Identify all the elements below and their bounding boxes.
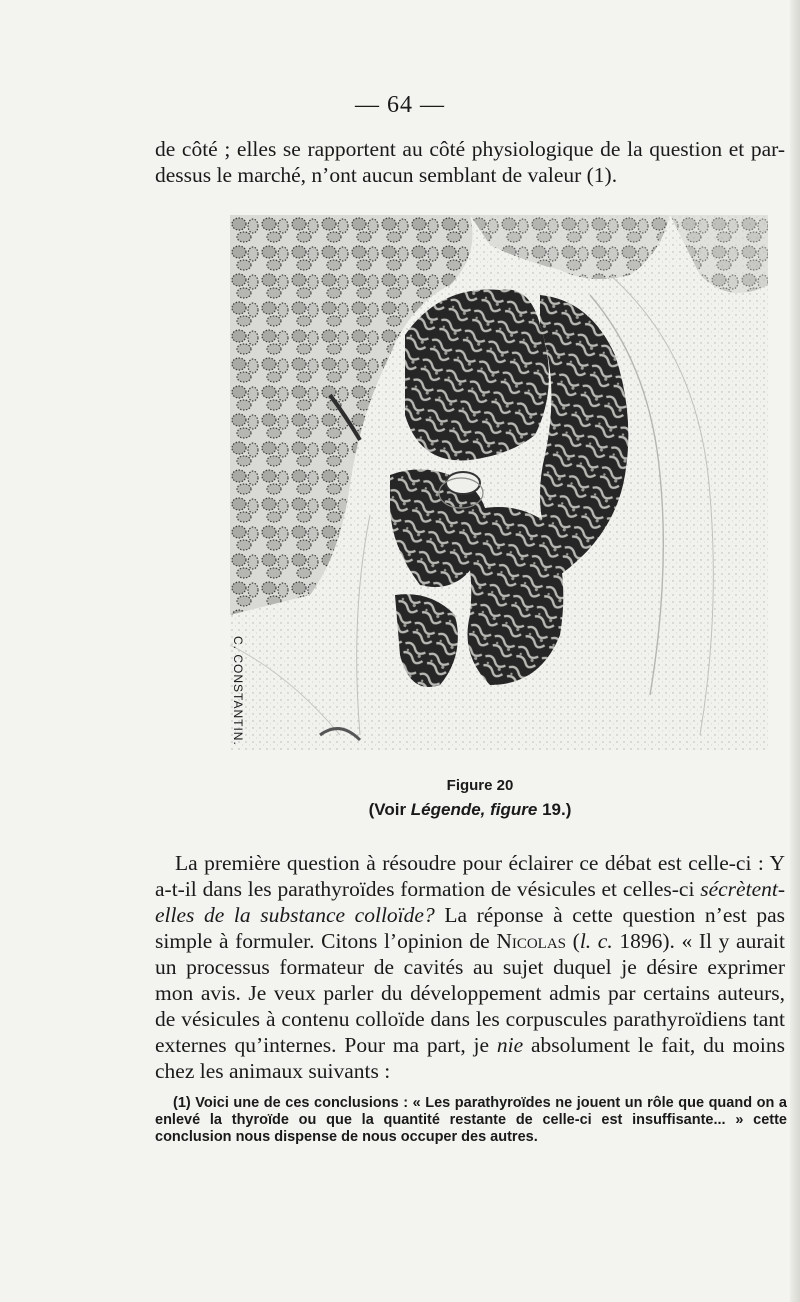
- main-text-4: absolument le fait, du moins chez les animaux suivants :: [155, 1033, 786, 1083]
- micrograph-illustration: [230, 215, 768, 750]
- main-italic-nie: nie: [496, 1033, 524, 1057]
- citation-ref: l. c.: [579, 929, 613, 953]
- histology-micrograph: [230, 215, 768, 750]
- caption-ref-open: (Voir: [368, 800, 411, 819]
- caption-ref-close: 19.): [537, 800, 572, 819]
- page-edge: [790, 0, 800, 1302]
- footnote: [155, 1095, 787, 1146]
- illustrator-credit: [229, 636, 247, 756]
- main-text-3: 1896). « Il y aurait un processus formateur de cavités au sujet duquel je désire exprimer mon avis. Je veux parler du développement admis par certains auteurs, de vésicules à contenu colloïde dans les corpuscules parathyroïdiens tant externes qu’internes. Pour ma part, je: [155, 929, 785, 1057]
- intro-paragraph: de côté ; elles se rapportent au côté physiologique de la question et par-dessus le marché, n’ont aucun semblant de valeur (1).: [155, 137, 785, 187]
- illustrator-credit-text: C. CONSTANTIN.: [231, 636, 245, 746]
- main-text-2: La réponse à cette question n’est pas simple à formuler. Citons l’opinion de: [155, 903, 786, 953]
- main-text-1: La première question à résoudre pour éclairer ce débat est celle-ci : Y a-t-il dans les parathyroïdes formation de vésicules et celles-ci: [155, 851, 785, 901]
- figure-caption-reference: [70, 800, 800, 820]
- main-paragraph: [155, 850, 785, 1084]
- figure-caption-title: Figure 20: [446, 777, 514, 794]
- author-name: Nicolas: [496, 929, 567, 953]
- main-italic-question: sécrètent-elles de la substance colloïde?: [155, 877, 785, 927]
- footnote-text: (1) Voici une de ces conclusions : « Les parathyroïdes ne jouent un rôle que quand on a enlevé la thyroïde ou que la quantité restante de celle-ci est insuffisante... » cette conclusion nous dispense de nous occuper des autres.: [155, 1095, 787, 1145]
- page-number: — 64 —: [355, 92, 445, 118]
- main-text-3-open: (: [566, 929, 580, 953]
- caption-ref-italic: Légende, figure: [410, 800, 538, 819]
